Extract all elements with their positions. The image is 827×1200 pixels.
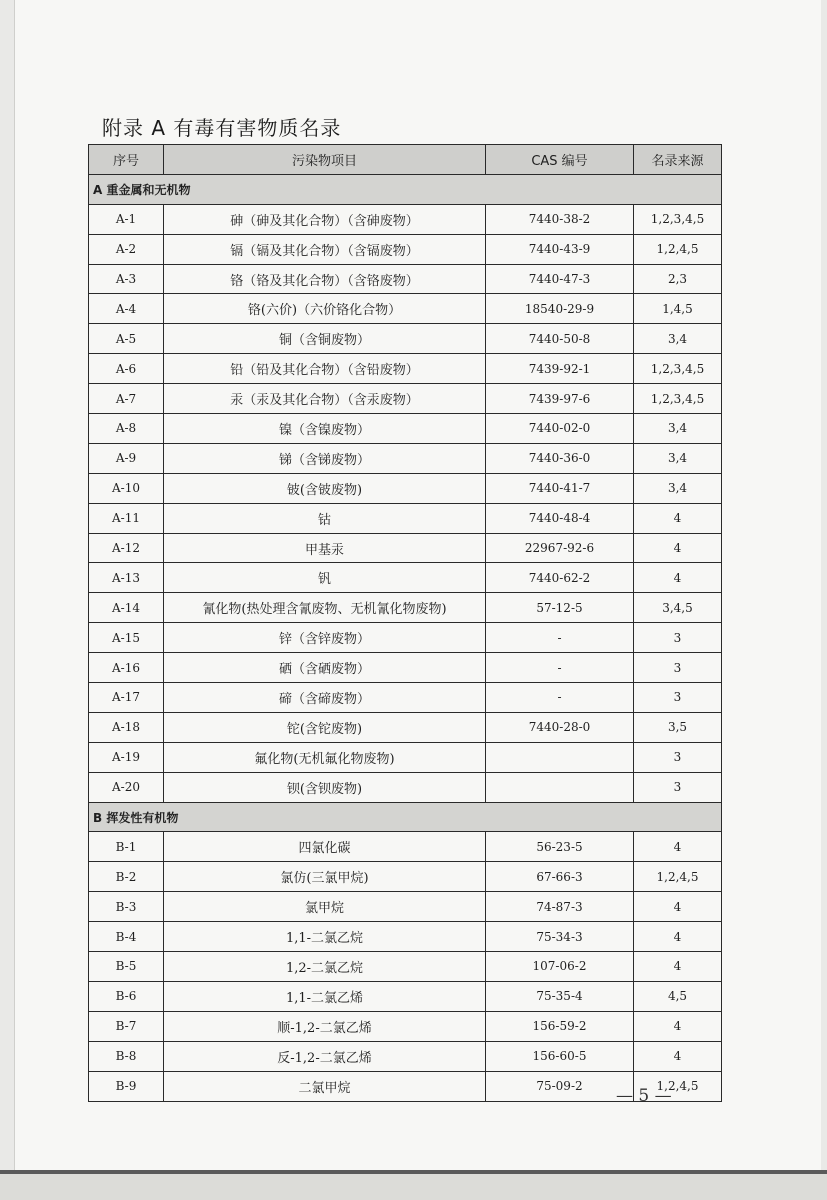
row-id: B-5 xyxy=(89,952,164,982)
row-source: 2,3 xyxy=(634,264,722,294)
row-id: A-5 xyxy=(89,324,164,354)
row-source: 4 xyxy=(634,832,722,862)
row-id: A-3 xyxy=(89,264,164,294)
table-row xyxy=(89,772,722,802)
row-source: 1,2,4,5 xyxy=(634,234,722,264)
row-source: 4 xyxy=(634,533,722,563)
row-source: 3,4,5 xyxy=(634,593,722,623)
header-serial: 序号 xyxy=(89,145,164,175)
section-row xyxy=(89,802,722,832)
row-source: 4 xyxy=(634,1011,722,1041)
page-title: 附录 A 有毒有害物质名录 xyxy=(102,116,342,140)
row-source: 4 xyxy=(634,503,722,533)
row-id: A-12 xyxy=(89,533,164,563)
row-cas: - xyxy=(486,653,634,683)
row-cas: 7440-28-0 xyxy=(486,712,634,742)
row-id: A-7 xyxy=(89,384,164,414)
row-pollutant: 铬（铬及其化合物）（含铬废物） xyxy=(164,264,486,294)
row-pollutant: 钴 xyxy=(164,503,486,533)
row-source: 1,2,4,5 xyxy=(634,1071,722,1101)
table-row xyxy=(89,384,722,414)
table-row xyxy=(89,414,722,444)
row-source: 4 xyxy=(634,1041,722,1071)
row-id: A-2 xyxy=(89,234,164,264)
row-id: B-9 xyxy=(89,1071,164,1101)
table-row xyxy=(89,563,722,593)
table-row xyxy=(89,862,722,892)
row-pollutant: 铊(含铊废物) xyxy=(164,712,486,742)
table-header-row xyxy=(89,145,722,175)
row-pollutant: 氰化物(热处理含氰废物、无机氰化物废物) xyxy=(164,593,486,623)
row-pollutant: 锌（含锌废物） xyxy=(164,623,486,653)
row-cas: 107-06-2 xyxy=(486,952,634,982)
row-source: 4,5 xyxy=(634,981,722,1011)
row-pollutant: 锑（含锑废物） xyxy=(164,443,486,473)
row-pollutant: 汞（汞及其化合物）（含汞废物） xyxy=(164,384,486,414)
row-cas: 74-87-3 xyxy=(486,892,634,922)
table-row xyxy=(89,623,722,653)
row-id: A-19 xyxy=(89,742,164,772)
row-cas: 7440-47-3 xyxy=(486,264,634,294)
table-row xyxy=(89,204,722,234)
row-pollutant: 氯仿(三氯甲烷) xyxy=(164,862,486,892)
row-pollutant: 1,1-二氯乙烷 xyxy=(164,922,486,952)
row-pollutant: 氟化物(无机氟化物废物) xyxy=(164,742,486,772)
row-cas: 156-59-2 xyxy=(486,1011,634,1041)
row-id: A-18 xyxy=(89,712,164,742)
row-cas: 56-23-5 xyxy=(486,832,634,862)
row-cas: 7439-97-6 xyxy=(486,384,634,414)
row-id: A-4 xyxy=(89,294,164,324)
row-source: 1,4,5 xyxy=(634,294,722,324)
row-source: 4 xyxy=(634,952,722,982)
table-row xyxy=(89,952,722,982)
row-id: A-14 xyxy=(89,593,164,623)
row-id: A-15 xyxy=(89,623,164,653)
row-pollutant: 铅（铅及其化合物）（含铅废物） xyxy=(164,354,486,384)
row-source: 1,2,4,5 xyxy=(634,862,722,892)
row-pollutant: 二氯甲烷 xyxy=(164,1071,486,1101)
row-source: 3,4 xyxy=(634,473,722,503)
row-pollutant: 顺-1,2-二氯乙烯 xyxy=(164,1011,486,1041)
scanner-edge xyxy=(0,1170,827,1200)
row-cas: 57-12-5 xyxy=(486,593,634,623)
row-cas: 7440-41-7 xyxy=(486,473,634,503)
row-cas: 7439-92-1 xyxy=(486,354,634,384)
table-row xyxy=(89,832,722,862)
row-id: A-1 xyxy=(89,204,164,234)
row-cas: 7440-38-2 xyxy=(486,204,634,234)
row-id: A-6 xyxy=(89,354,164,384)
row-cas: 7440-62-2 xyxy=(486,563,634,593)
row-pollutant: 硒（含硒废物） xyxy=(164,653,486,683)
substance-table xyxy=(88,144,722,1102)
row-cas: 75-35-4 xyxy=(486,981,634,1011)
row-cas: 7440-48-4 xyxy=(486,503,634,533)
row-cas: 156-60-5 xyxy=(486,1041,634,1071)
row-pollutant: 镍（含镍废物） xyxy=(164,414,486,444)
row-pollutant: 钒 xyxy=(164,563,486,593)
row-cas xyxy=(486,742,634,772)
row-pollutant: 钡(含钡废物) xyxy=(164,772,486,802)
row-source: 3,4 xyxy=(634,443,722,473)
row-cas xyxy=(486,772,634,802)
table-row xyxy=(89,712,722,742)
row-source: 1,2,3,4,5 xyxy=(634,384,722,414)
row-pollutant: 铬(六价)（六价铬化合物） xyxy=(164,294,486,324)
row-source: 3 xyxy=(634,772,722,802)
row-id: A-9 xyxy=(89,443,164,473)
row-pollutant: 1,1-二氯乙烯 xyxy=(164,981,486,1011)
table-row xyxy=(89,981,722,1011)
row-pollutant: 1,2-二氯乙烷 xyxy=(164,952,486,982)
row-source: 4 xyxy=(634,892,722,922)
header-pollutant: 污染物项目 xyxy=(164,145,486,175)
row-source: 3 xyxy=(634,623,722,653)
row-source: 1,2,3,4,5 xyxy=(634,204,722,234)
row-id: A-17 xyxy=(89,683,164,713)
row-id: B-1 xyxy=(89,832,164,862)
row-pollutant: 镉（镉及其化合物）（含镉废物） xyxy=(164,234,486,264)
row-source: 3,4 xyxy=(634,414,722,444)
row-id: A-20 xyxy=(89,772,164,802)
table-row xyxy=(89,234,722,264)
row-pollutant: 反-1,2-二氯乙烯 xyxy=(164,1041,486,1071)
table-row xyxy=(89,294,722,324)
table-row xyxy=(89,473,722,503)
row-cas: 75-09-2 xyxy=(486,1071,634,1101)
row-id: B-8 xyxy=(89,1041,164,1071)
table-row xyxy=(89,1041,722,1071)
row-source: 4 xyxy=(634,563,722,593)
row-cas: - xyxy=(486,683,634,713)
row-id: B-4 xyxy=(89,922,164,952)
table-row xyxy=(89,443,722,473)
row-id: B-2 xyxy=(89,862,164,892)
row-cas: 7440-43-9 xyxy=(486,234,634,264)
row-id: A-11 xyxy=(89,503,164,533)
header-cas: CAS 编号 xyxy=(486,145,634,175)
table-row xyxy=(89,653,722,683)
row-pollutant: 铜（含铜废物） xyxy=(164,324,486,354)
row-cas: 75-34-3 xyxy=(486,922,634,952)
row-source: 3 xyxy=(634,742,722,772)
row-source: 1,2,3,4,5 xyxy=(634,354,722,384)
table-row xyxy=(89,533,722,563)
table-row xyxy=(89,742,722,772)
row-source: 4 xyxy=(634,922,722,952)
row-source: 3 xyxy=(634,653,722,683)
table-row xyxy=(89,892,722,922)
row-cas: 22967-92-6 xyxy=(486,533,634,563)
row-pollutant: 氯甲烷 xyxy=(164,892,486,922)
row-source: 3,4 xyxy=(634,324,722,354)
table-row xyxy=(89,1011,722,1041)
table-row xyxy=(89,264,722,294)
row-id: A-13 xyxy=(89,563,164,593)
table-row xyxy=(89,354,722,384)
table-row xyxy=(89,593,722,623)
row-cas: 67-66-3 xyxy=(486,862,634,892)
row-pollutant: 铍(含铍废物) xyxy=(164,473,486,503)
row-source: 3 xyxy=(634,683,722,713)
section-row xyxy=(89,174,722,204)
page-number: — 5 — xyxy=(616,1086,672,1106)
header-source: 名录来源 xyxy=(634,145,722,175)
table-row xyxy=(89,922,722,952)
table-row xyxy=(89,324,722,354)
row-id: A-10 xyxy=(89,473,164,503)
section-label: A 重金属和无机物 xyxy=(89,174,722,204)
table-row xyxy=(89,503,722,533)
row-cas: 7440-50-8 xyxy=(486,324,634,354)
row-id: A-8 xyxy=(89,414,164,444)
section-label: B 挥发性有机物 xyxy=(89,802,722,832)
row-cas: 18540-29-9 xyxy=(486,294,634,324)
row-cas: - xyxy=(486,623,634,653)
row-id: B-6 xyxy=(89,981,164,1011)
row-id: B-3 xyxy=(89,892,164,922)
row-cas: 7440-36-0 xyxy=(486,443,634,473)
row-pollutant: 甲基汞 xyxy=(164,533,486,563)
table-row xyxy=(89,683,722,713)
row-pollutant: 砷（砷及其化合物）（含砷废物） xyxy=(164,204,486,234)
row-id: A-16 xyxy=(89,653,164,683)
row-pollutant: 四氯化碳 xyxy=(164,832,486,862)
row-cas: 7440-02-0 xyxy=(486,414,634,444)
row-source: 3,5 xyxy=(634,712,722,742)
row-id: B-7 xyxy=(89,1011,164,1041)
row-pollutant: 碲（含碲废物） xyxy=(164,683,486,713)
